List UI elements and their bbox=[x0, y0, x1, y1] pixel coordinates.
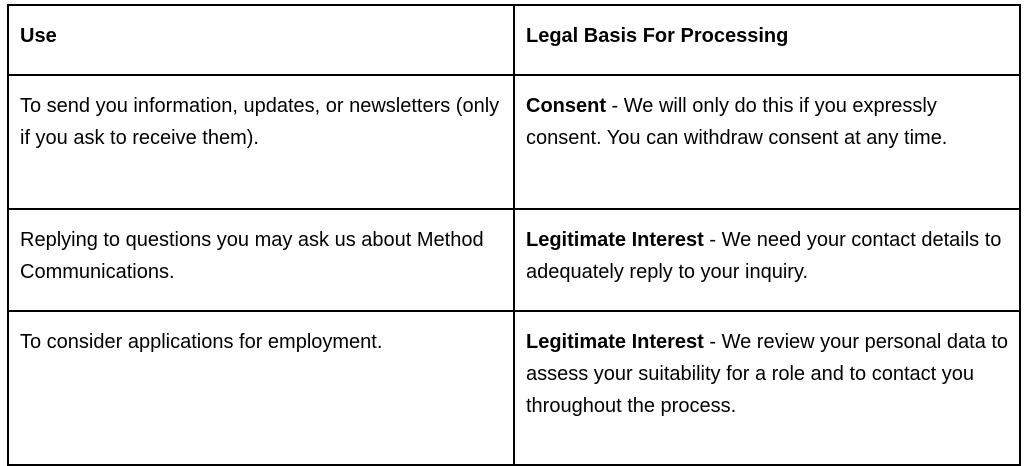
legal-basis-label: Consent bbox=[526, 95, 606, 117]
table-header-row bbox=[8, 5, 1020, 75]
legal-basis-table bbox=[7, 4, 1021, 466]
legal-basis-cell bbox=[514, 75, 1020, 209]
table-row bbox=[8, 75, 1020, 209]
legal-basis-label: Legitimate Interest bbox=[526, 229, 704, 251]
use-cell: To send you information, updates, or newsletters (only if you ask to receive them). bbox=[8, 75, 514, 209]
legal-basis-description: - We review your personal data to assess your suitability for a role and to contact you throughout the process. bbox=[526, 331, 1009, 417]
legal-basis-cell bbox=[514, 311, 1020, 465]
legal-basis-description: - We need your contact details to adequately reply to your inquiry. bbox=[526, 229, 1002, 283]
header-legal-basis: Legal Basis For Processing bbox=[514, 5, 1020, 75]
use-cell: To consider applications for employment. bbox=[8, 311, 514, 465]
legal-basis-description: - We will only do this if you expressly consent. You can withdraw consent at any time. bbox=[526, 95, 948, 149]
legal-basis-table-container bbox=[7, 4, 1021, 466]
legal-basis-label: Legitimate Interest bbox=[526, 331, 704, 353]
table-row bbox=[8, 311, 1020, 465]
table-row bbox=[8, 209, 1020, 311]
use-cell: Replying to questions you may ask us about Method Communications. bbox=[8, 209, 514, 311]
header-use: Use bbox=[8, 5, 514, 75]
legal-basis-cell bbox=[514, 209, 1020, 311]
